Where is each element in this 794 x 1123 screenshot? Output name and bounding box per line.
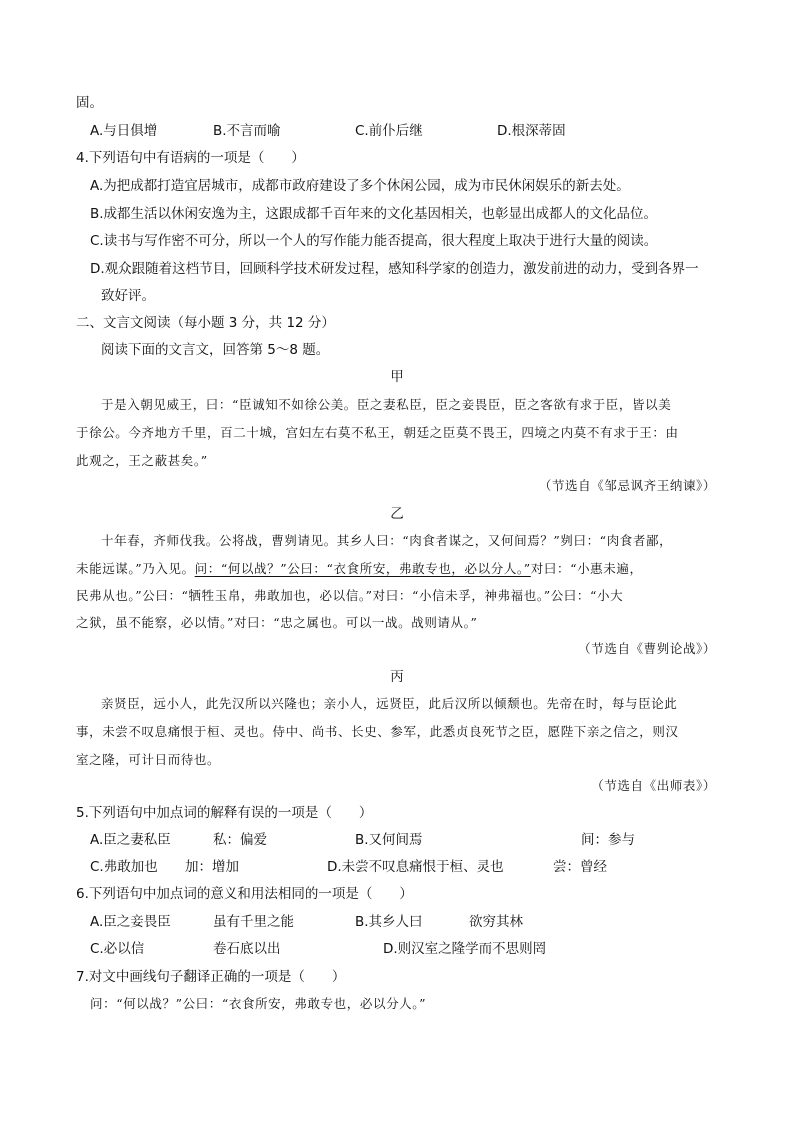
passage-yi-source: （节选自《曹刿论战》） bbox=[578, 641, 716, 656]
q4-option-c: C.读书与写作密不可分，所以一个人的写作能力能否提高，很大程度上取决于进行大量的阅读。 bbox=[90, 233, 658, 249]
q5-option-d: D.未尝不叹息痛恨于桓、灵也 bbox=[327, 859, 504, 875]
q6-option-d: D.则汉室之隆学而不思则罔 bbox=[383, 941, 547, 957]
q6-stem: 6.下列语句中加点词的意义和用法相同的一项是（ ） bbox=[76, 886, 413, 902]
q4-option-d: D.观众跟随着这档节目，回顾科学技术研发过程，感知科学家的创造力，激发前进的动力，受到各界一 bbox=[90, 261, 699, 277]
underlined-sentence: 问：“何以战？”公曰：“衣食所安，弗敢专也，必以分人。” bbox=[194, 561, 531, 576]
q5-option-c-gloss: 加：增加 bbox=[185, 859, 239, 875]
passage-bing-label: 丙 bbox=[390, 669, 404, 685]
q6-option-b-compare: 欲穷其林 bbox=[469, 914, 523, 930]
passage-yi-label: 乙 bbox=[390, 506, 404, 522]
q6-option-a: A.臣之妾畏臣 bbox=[90, 914, 171, 930]
passage-bing-source: （节选自《出师表》） bbox=[591, 778, 716, 793]
q3-stem-tail: 固。 bbox=[76, 95, 103, 111]
q3-option-d: D.根深蒂固 bbox=[497, 123, 566, 139]
q5-option-d-gloss: 尝：曾经 bbox=[553, 859, 607, 875]
passage-jia-label: 甲 bbox=[390, 369, 404, 385]
q5-stem: 5.下列语句中加点词的解释有误的一项是（ ） bbox=[76, 805, 373, 821]
q6-option-b: B.其乡人曰 bbox=[355, 914, 423, 930]
q4-stem: 4.下列语句中有语病的一项是（ ） bbox=[76, 150, 305, 166]
passage-yi-line-2 bbox=[76, 560, 643, 578]
q4-option-d-cont: 致好评。 bbox=[101, 288, 155, 304]
passage-bing-line-2: 事，未尝不叹息痛恨于桓、灵也。侍中、尚书、长史、参军，此悉贞良死节之臣，愿陛下亲之信之，则汉 bbox=[76, 724, 679, 739]
q5-option-b-gloss: 间：参与 bbox=[581, 832, 635, 848]
passage-yi-line-1: 十年春，齐师伐我。公将战，曹刿请见。其乡人曰：“肉食者谋之，又何间焉？”刿曰：“肉食者鄙， bbox=[101, 533, 673, 548]
q6-option-c: C.必以信 bbox=[90, 941, 145, 957]
q3-option-c: C.前仆后继 bbox=[355, 123, 423, 139]
q6-option-a-compare: 虽有千里之能 bbox=[213, 914, 294, 930]
q7-stem: 7.对文中画线句子翻译正确的一项是（ ） bbox=[76, 969, 346, 985]
passage-bing-line-1: 亲贤臣，远小人，此先汉所以兴隆也；亲小人，远贤臣，此后汉所以倾颓也。先帝在时，每与臣论此 bbox=[101, 696, 678, 711]
q4-option-b: B.成都生活以休闲安逸为主，这跟成都千百年来的文化基因相关，也彰显出成都人的文化品位。 bbox=[90, 206, 658, 222]
passage-yi-line-2-pre: 未能远谋。”乃入见。 bbox=[76, 561, 195, 576]
section-heading: 二、文言文阅读（每小题 3 分，共 12 分） bbox=[76, 315, 335, 331]
passage-bing-line-3: 室之隆，可计日而待也。 bbox=[76, 752, 221, 767]
section-instruction: 阅读下面的文言文，回答第 5～8 题。 bbox=[101, 342, 330, 358]
q5-option-a-gloss: 私：偏爱 bbox=[213, 832, 267, 848]
q3-option-a: A.与日俱增 bbox=[90, 123, 158, 139]
passage-jia-source: （节选自《邹忌讽齐王纳谏》） bbox=[538, 478, 716, 493]
passage-yi-line-4: 之狱，虽不能察，必以情。”对曰：“忠之属也。可以一战。战则请从。” bbox=[76, 615, 478, 630]
passage-jia-line-2: 于徐公。今齐地方千里，百二十城，宫妇左右莫不私王，朝廷之臣莫不畏王，四境之内莫不有求于王：由 bbox=[76, 425, 679, 440]
q5-option-b: B.又何间焉 bbox=[355, 832, 423, 848]
passage-yi-line-2-post: 对曰：“小惠未遍， bbox=[530, 561, 643, 576]
passage-yi-line-3: 民弗从也。”公曰：“牺牲玉帛，弗敢加也，必以信。”对曰：“小信未孚，神弗福也。”公曰：“小大 bbox=[76, 588, 624, 603]
q7-quote: 问：“何以战？”公曰：“衣食所安，弗敢专也，必以分人。” bbox=[90, 996, 427, 1011]
q5-option-a: A.臣之妻私臣 bbox=[90, 832, 171, 848]
passage-jia-line-3: 此观之，王之蔽甚矣。” bbox=[76, 453, 208, 468]
q4-option-a: A.为把成都打造宜居城市，成都市政府建设了多个休闲公园，成为市民休闲娱乐的新去处。 bbox=[90, 178, 630, 194]
passage-jia-line-1: 于是入朝见威王，曰：“臣诚知不如徐公美。臣之妻私臣，臣之妾畏臣，臣之客欲有求于臣，皆以美 bbox=[101, 397, 672, 412]
q6-option-c-compare: 卷石底以出 bbox=[213, 941, 281, 957]
q5-option-c: C.弗敢加也 bbox=[90, 859, 158, 875]
q3-option-b: B.不言而喻 bbox=[213, 123, 281, 139]
